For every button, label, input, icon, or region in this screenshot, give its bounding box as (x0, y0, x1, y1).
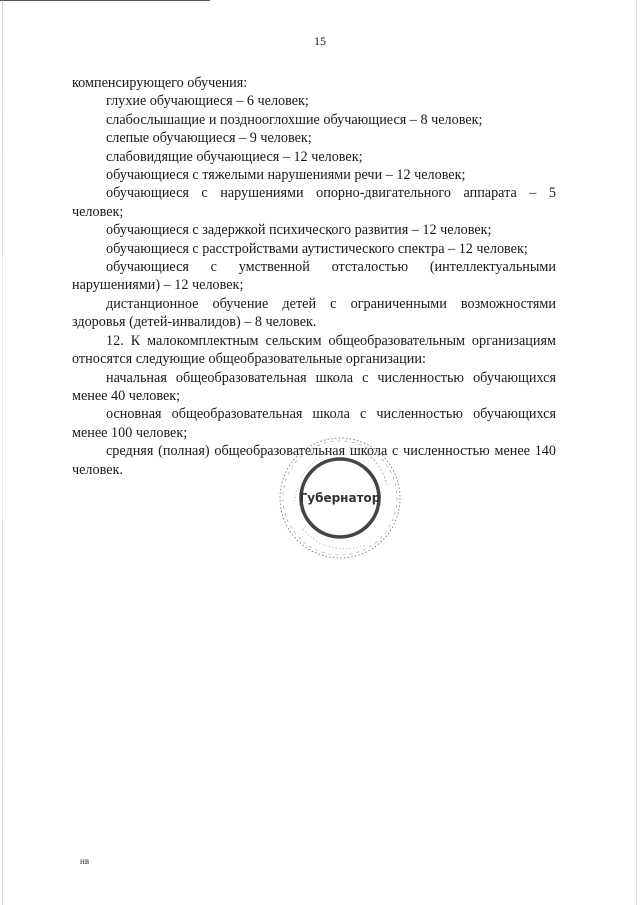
document-body (72, 74, 556, 479)
list-item-autism-spectrum: обучающиеся с расстройствами аутистического спектра – 12 человек; (106, 240, 528, 257)
list-item-mental-delay: обучающиеся с задержкой психического развития – 12 человек; (106, 222, 492, 239)
footer-mark: нв (80, 856, 90, 866)
list-item-primary-school: начальная общеобразовательная школа с численностью обучающихся менее 40 человек; (72, 369, 556, 404)
scan-right-edge (636, 0, 637, 905)
section-12-intro: 12. К малокомплектным сельским общеобразовательным организациям относятся следующие общеобразовательные организации: (72, 332, 556, 368)
paragraph-continuation: компенсирующего обучения: (72, 75, 248, 91)
list-item-blind: слепые обучающиеся – 9 человек; (106, 130, 312, 147)
list-item-deaf: глухие обучающиеся – 6 человек; (106, 93, 309, 110)
stamp-seal-icon (275, 433, 405, 563)
list-item-hard-of-hearing: слабослышащие и позднооглохшие обучающиеся – 8 человек; (106, 111, 483, 128)
list-item-basic-school: основная общеобразовательная школа с численностью обучающихся менее 100 человек; (72, 406, 556, 441)
page-number: 15 (314, 34, 326, 48)
governor-stamp (275, 433, 405, 563)
list-item-intellectual-disability: обучающиеся с умственной отсталостью (интеллектуальными нарушениями) – 12 человек; (72, 259, 556, 294)
list-item-secondary-school: средняя (полная) общеобразовательная школа с численностью менее 140 человек. (72, 443, 556, 478)
list-item-visually-impaired: слабовидящие обучающиеся – 12 человек; (106, 148, 363, 165)
scan-left-edge (2, 0, 3, 905)
list-item-distance-learning: дистанционное обучение детей с ограниченными возможностями здоровья (детей-инвалидов) – 8 человек. (72, 295, 556, 331)
stamp-center-text: Губернатор (299, 491, 381, 505)
scan-top-edge (0, 0, 210, 1)
list-item-musculoskeletal: обучающиеся с нарушениями опорно-двигательного аппарата – 5 человек; (72, 185, 556, 220)
list-item-speech-disorders: обучающиеся с тяжелыми нарушениями речи – 12 человек; (106, 167, 466, 184)
